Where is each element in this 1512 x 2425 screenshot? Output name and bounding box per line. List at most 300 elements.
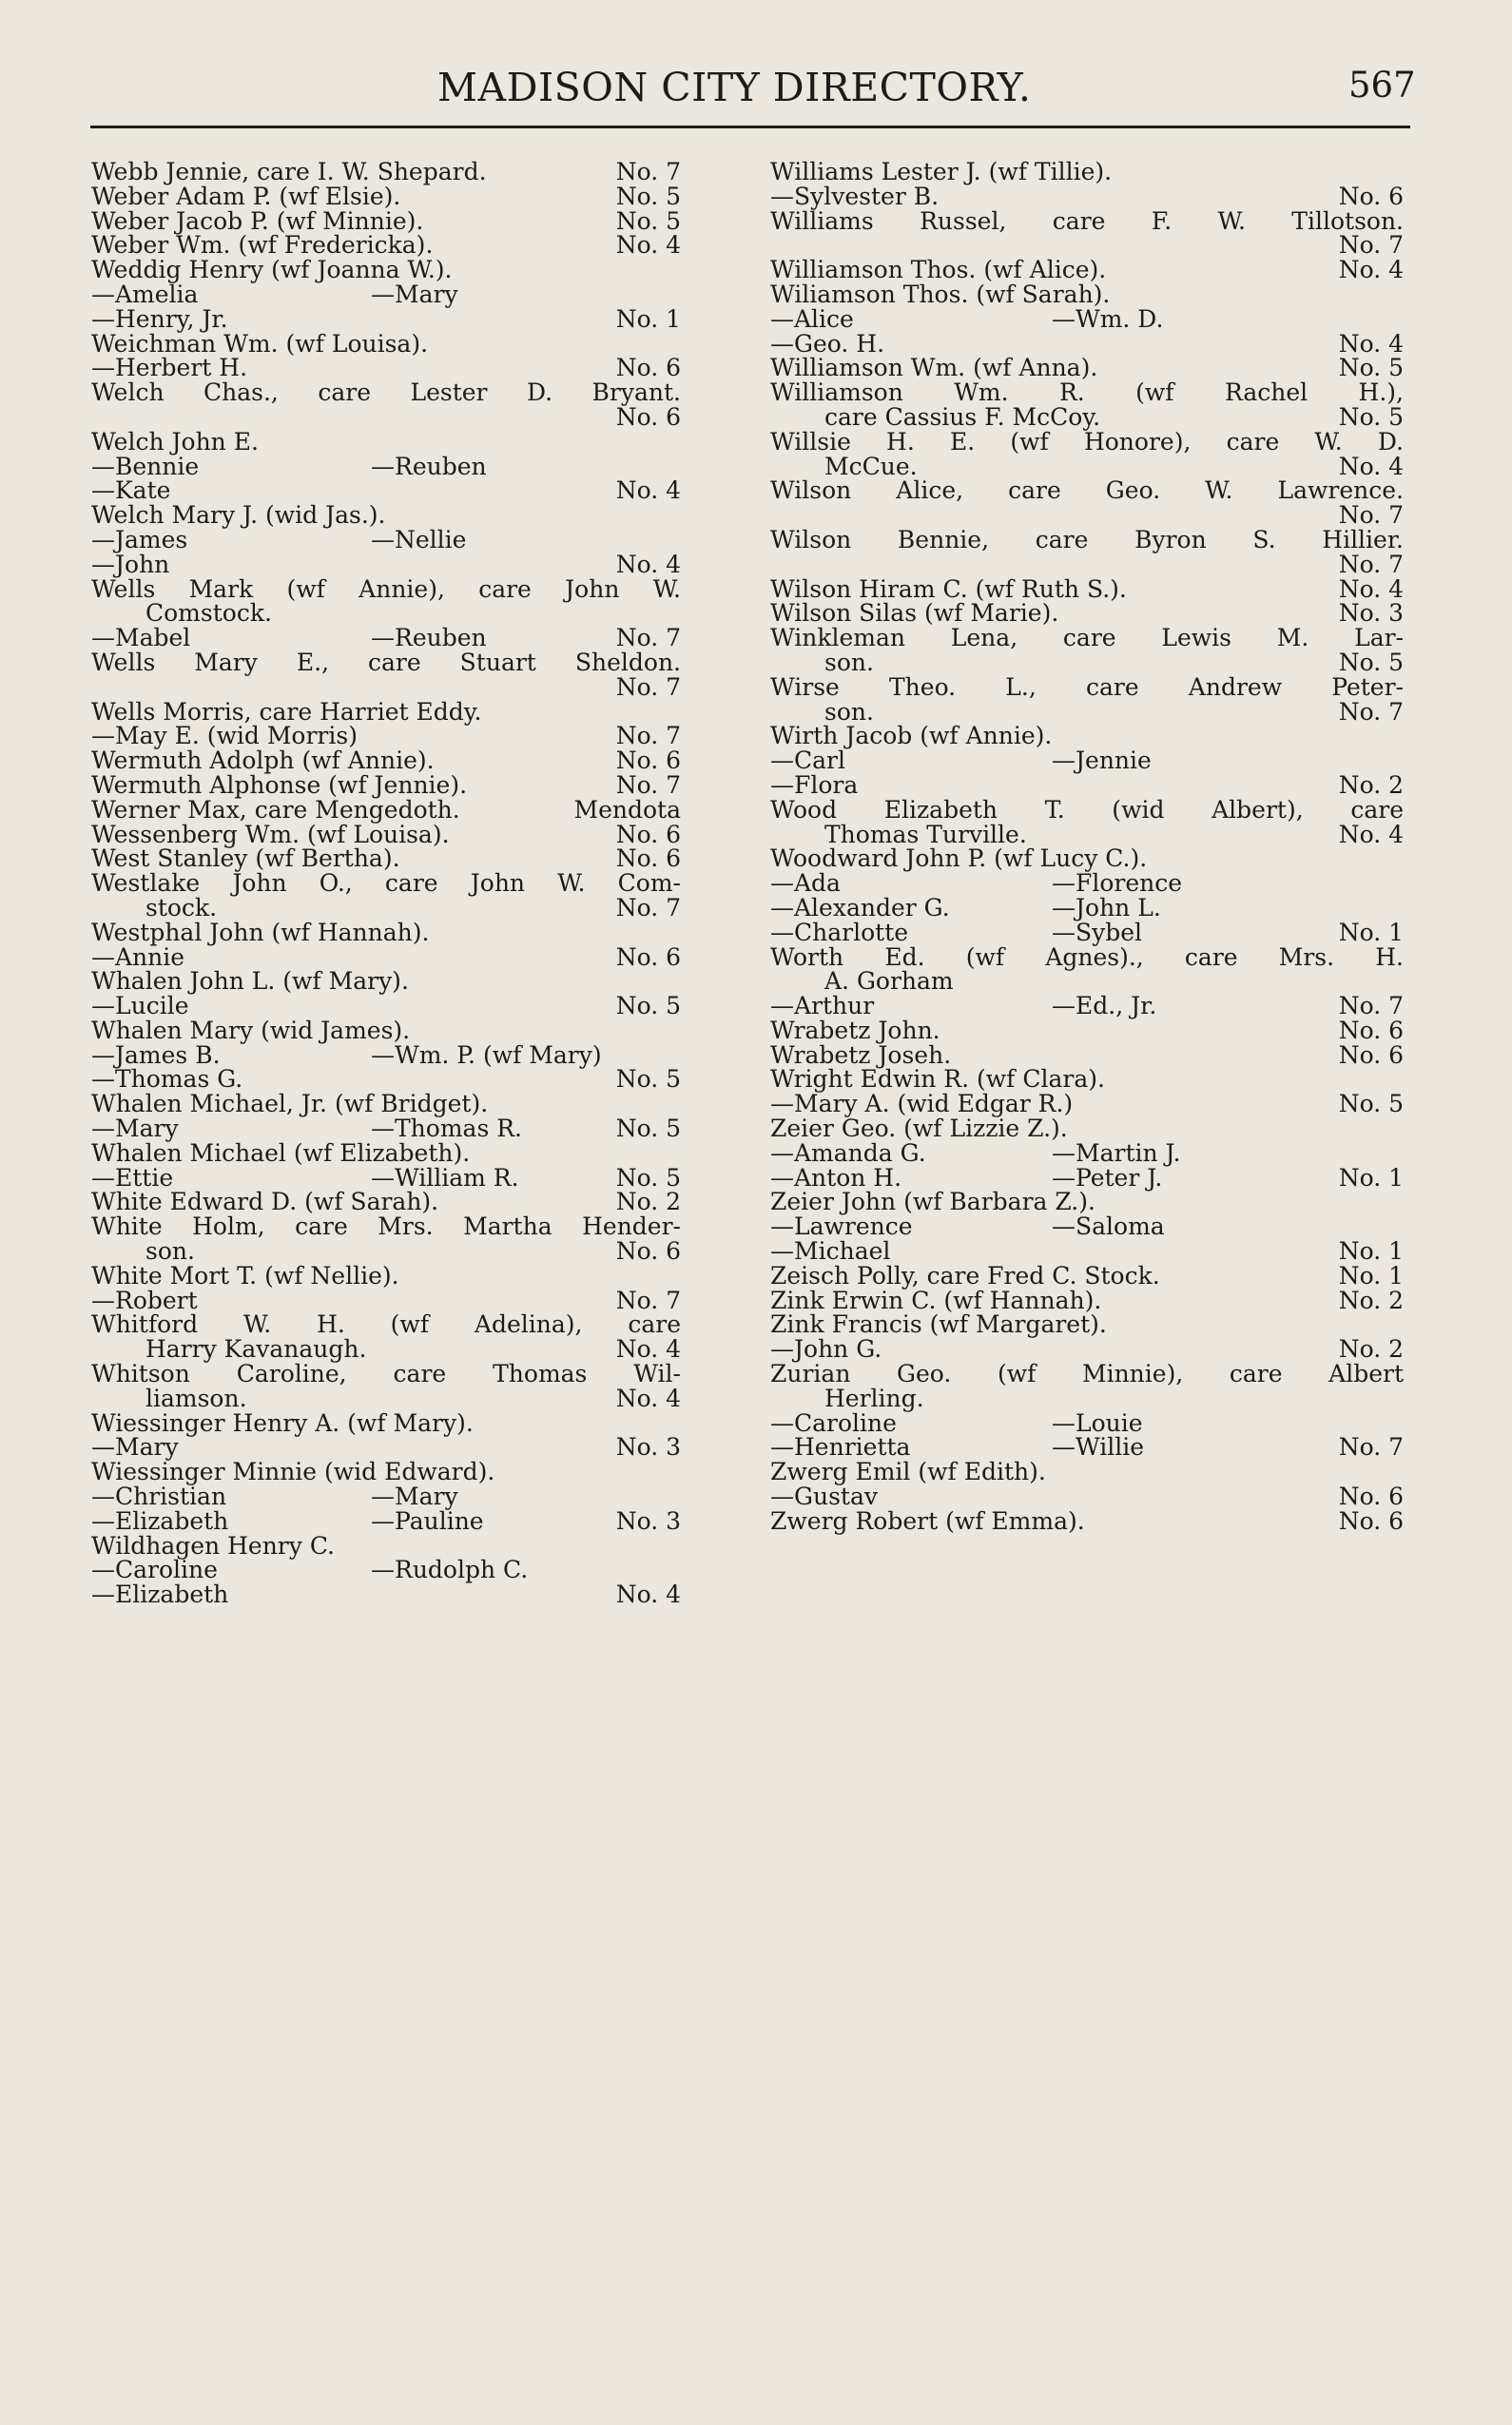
directory-line xyxy=(770,846,1404,871)
directory-line xyxy=(770,1163,1404,1192)
entry-text: Zurian Geo. (wf Minnie), care Albert xyxy=(770,1360,1404,1388)
entry-secondary-name: —William R. xyxy=(371,1163,519,1192)
entry-text: —Lawrence xyxy=(770,1212,913,1241)
entry-text: Westlake John O., care John W. Com- xyxy=(91,869,681,898)
entry-text: Zwerg Robert (wf Emma). xyxy=(770,1506,1085,1535)
entry-text: Thomas Turville. xyxy=(824,820,1027,848)
entry-text: White Mort T. (wf Nellie). xyxy=(91,1261,399,1290)
entry-text: Weber Adam P. (wf Elsie). xyxy=(91,182,401,210)
directory-line xyxy=(770,1190,1404,1214)
entry-text: Wrabetz Joseh. xyxy=(770,1040,952,1069)
directory-line xyxy=(770,1408,1404,1437)
directory-line xyxy=(91,1214,681,1239)
entry-text: A. Gorham xyxy=(824,967,954,996)
entry-secondary-name: —Saloma xyxy=(1052,1212,1165,1241)
entry-text: —Sylvester B. xyxy=(770,182,940,210)
entry-secondary-name: —Ed., Jr. xyxy=(1052,992,1157,1020)
entry-text: Williamson Wm. R. (wf Rachel H.), xyxy=(770,378,1404,407)
ward-number: No. 6 xyxy=(1338,182,1404,210)
ward-number: No. 6 xyxy=(1338,1506,1404,1535)
directory-line xyxy=(91,574,681,603)
entry-text: Wrabetz John. xyxy=(770,1016,940,1044)
entry-text: —Mary xyxy=(91,1115,179,1143)
entry-secondary-name: —Wm. D. xyxy=(1052,304,1164,333)
directory-line xyxy=(91,452,681,480)
directory-line xyxy=(770,452,1404,480)
entry-text: Wells Mary E., care Stuart Sheldon. xyxy=(91,648,681,676)
entry-text: —Mary A. (wid Edgar R.) xyxy=(770,1090,1074,1118)
directory-line xyxy=(91,1092,681,1116)
entry-text: —Alice xyxy=(770,304,854,333)
entry-text: —Gustav xyxy=(770,1483,878,1511)
directory-line xyxy=(91,1531,681,1560)
directory-line xyxy=(770,1460,1404,1484)
entry-text: Wirth Jacob (wf Annie). xyxy=(770,722,1053,750)
directory-line xyxy=(91,969,681,994)
directory-line xyxy=(770,893,1404,922)
directory-line xyxy=(770,1312,1404,1337)
directory-line xyxy=(91,1018,681,1043)
directory-line xyxy=(770,1138,1404,1167)
entry-secondary-name: —Thomas R. xyxy=(371,1115,522,1143)
ward-number: No. 6 xyxy=(1338,1040,1404,1069)
entry-text: —Anton H. xyxy=(770,1163,902,1192)
entry-text: —Herbert H. xyxy=(91,354,248,382)
entry-text: Zink Erwin C. (wf Hannah). xyxy=(770,1286,1102,1314)
ward-number: No. 4 xyxy=(1338,820,1404,848)
entry-text: stock. xyxy=(145,893,218,922)
entry-text: Whalen Mary (wid James). xyxy=(91,1016,411,1044)
entry-secondary-name: —Mary xyxy=(371,280,458,308)
directory-line xyxy=(770,184,1404,209)
entry-text: Whitford W. H. (wf Adelina), care xyxy=(91,1310,681,1339)
entry-text: —Amelia xyxy=(91,280,199,308)
entry-text: Wilson Silas (wf Marie). xyxy=(770,599,1059,628)
directory-line xyxy=(770,304,1404,333)
ward-number: No. 6 xyxy=(615,747,681,775)
entry-text: Wermuth Adolph (wf Annie). xyxy=(91,747,435,775)
entry-text: —James xyxy=(91,525,188,553)
directory-line xyxy=(770,503,1404,528)
entry-text: —Mabel xyxy=(91,624,191,652)
ward-number: No. 4 xyxy=(615,1581,681,1609)
entry-secondary-name: —Wm. P. (wf Mary) xyxy=(371,1040,602,1069)
directory-line xyxy=(91,1261,681,1290)
directory-line xyxy=(770,969,1404,994)
ward-number: No. 5 xyxy=(1338,1090,1404,1118)
directory-line xyxy=(770,820,1404,848)
directory-line xyxy=(770,478,1404,503)
entry-text: Zeier John (wf Barbara Z.). xyxy=(770,1188,1095,1216)
directory-line xyxy=(91,380,681,405)
entry-text: —Bennie xyxy=(91,452,200,480)
entry-text: —John G. xyxy=(770,1335,882,1364)
entry-text: Wood Elizabeth T. (wid Albert), care xyxy=(770,795,1404,824)
ward-number: No. 6 xyxy=(615,354,681,382)
entry-text: —Flora xyxy=(770,770,859,799)
ward-number: No. 5 xyxy=(615,992,681,1020)
ward-number: No. 2 xyxy=(1338,1286,1404,1314)
directory-line xyxy=(91,748,681,773)
entry-text: Whalen Michael, Jr. (wf Bridget). xyxy=(91,1090,489,1118)
ward-number: No. 2 xyxy=(1338,1335,1404,1364)
ward-number: No. 7 xyxy=(615,770,681,799)
directory-line xyxy=(770,380,1404,405)
directory-line xyxy=(91,1239,681,1264)
entry-text: —Henrietta xyxy=(770,1433,911,1462)
entry-text: Williamson Thos. (wf Alice). xyxy=(770,256,1107,284)
entry-text: care Cassius F. McCoy. xyxy=(824,402,1101,431)
ward-number: No. 7 xyxy=(615,158,681,185)
directory-line xyxy=(770,233,1404,258)
ward-number: No. 2 xyxy=(1338,770,1404,799)
ward-number: No. 5 xyxy=(615,1163,681,1192)
ward-number: No. 1 xyxy=(1338,1163,1404,1192)
directory-line xyxy=(91,820,681,848)
directory-line xyxy=(770,672,1404,701)
ward-number: No. 7 xyxy=(1338,992,1404,1020)
ward-number: No. 5 xyxy=(615,206,681,235)
entry-text: Welch Chas., care Lester D. Bryant. xyxy=(91,378,681,407)
directory-line xyxy=(91,942,681,971)
directory-line xyxy=(770,1214,1404,1239)
directory-line xyxy=(91,1286,681,1314)
directory-line xyxy=(770,1018,1404,1043)
directory-line xyxy=(91,1460,681,1484)
ward-number: No. 6 xyxy=(615,844,681,873)
entry-text: —Alexander G. xyxy=(770,893,950,922)
directory-line xyxy=(770,1239,1404,1264)
directory-line xyxy=(91,402,681,431)
entry-text: —Henry, Jr. xyxy=(91,304,228,333)
ward-number: No. 4 xyxy=(615,476,681,505)
directory-line xyxy=(770,1040,1404,1069)
directory-line xyxy=(91,1582,681,1607)
entry-text: Herling. xyxy=(824,1384,924,1412)
directory-line xyxy=(91,1408,681,1437)
directory-line xyxy=(91,206,681,235)
directory-line xyxy=(770,258,1404,282)
directory-line xyxy=(770,650,1404,675)
directory-line xyxy=(770,329,1404,358)
entry-text: White Edward D. (wf Sarah). xyxy=(91,1188,439,1216)
directory-line xyxy=(91,672,681,701)
ward-number: No. 5 xyxy=(615,1065,681,1094)
entry-text: Weichman Wm. (wf Louisa). xyxy=(91,329,429,358)
directory-line xyxy=(770,724,1404,748)
ward-number: No. 3 xyxy=(1338,599,1404,628)
ward-number: No. 4 xyxy=(615,231,681,260)
entry-text: Worth Ed. (wf Agnes)., care Mrs. H. xyxy=(770,942,1404,971)
directory-line xyxy=(91,1190,681,1214)
ward-number: No. 7 xyxy=(615,893,681,922)
entry-text: —Thomas G. xyxy=(91,1065,243,1094)
entry-text: Weber Jacob P. (wf Minnie). xyxy=(91,206,424,235)
directory-line xyxy=(91,1362,681,1387)
entry-secondary-name: —Mary xyxy=(371,1483,458,1511)
entry-text: —Caroline xyxy=(91,1556,218,1584)
directory-line xyxy=(91,329,681,358)
entry-text: Wiessinger Minnie (wid Edward). xyxy=(91,1458,495,1486)
ward-number: No. 5 xyxy=(615,182,681,210)
directory-line xyxy=(91,427,681,456)
directory-line xyxy=(91,601,681,626)
right-column xyxy=(770,160,1404,1534)
entry-text: Wessenberg Wm. (wf Louisa). xyxy=(91,820,450,848)
directory-line xyxy=(91,233,681,258)
ward-number: No. 7 xyxy=(1338,550,1404,578)
ward-number: No. 5 xyxy=(1338,354,1404,382)
entry-text: Zink Francis (wf Margaret). xyxy=(770,1310,1107,1339)
entry-secondary-name: —Jennie xyxy=(1052,747,1152,775)
entry-text: Welch Mary J. (wid Jas.). xyxy=(91,501,386,530)
directory-line xyxy=(770,402,1404,431)
directory-line xyxy=(91,1384,681,1412)
entry-text: Wells Morris, care Harriet Eddy. xyxy=(91,697,482,726)
entry-text: Whitson Caroline, care Thomas Wil- xyxy=(91,1360,681,1388)
entry-text: —John xyxy=(91,550,170,578)
directory-line xyxy=(91,697,681,726)
entry-text: Webb Jennie, care I. W. Shepard. xyxy=(91,158,487,185)
entry-text: Harry Kavanaugh. xyxy=(145,1335,367,1364)
directory-line xyxy=(91,1506,681,1535)
directory-line xyxy=(770,748,1404,773)
directory-line xyxy=(91,503,681,528)
page-title: MADISON CITY DIRECTORY. xyxy=(437,65,1032,110)
entry-text: Whalen Michael (wf Elizabeth). xyxy=(91,1138,471,1167)
directory-line xyxy=(91,282,681,307)
directory-line xyxy=(91,184,681,209)
directory-line xyxy=(770,160,1404,184)
directory-line xyxy=(770,697,1404,726)
directory-line xyxy=(770,356,1404,380)
ward-number: No. 6 xyxy=(1338,1016,1404,1044)
directory-line xyxy=(91,795,681,824)
directory-line xyxy=(91,918,681,946)
directory-line xyxy=(770,1435,1404,1460)
ward-number: No. 5 xyxy=(1338,402,1404,431)
directory-line xyxy=(770,626,1404,650)
ward-number: No. 4 xyxy=(615,550,681,578)
ward-number: Mendota xyxy=(573,795,681,824)
entry-text: son. xyxy=(145,1237,195,1266)
entry-secondary-name: —Pauline xyxy=(371,1506,484,1535)
entry-text: Wilson Hiram C. (wf Ruth S.). xyxy=(770,574,1127,603)
directory-line xyxy=(91,846,681,871)
ward-number: No. 1 xyxy=(1338,918,1404,946)
directory-line xyxy=(91,1040,681,1069)
entry-text: Wildhagen Henry C. xyxy=(91,1531,336,1560)
ward-number: No. 4 xyxy=(1338,452,1404,480)
directory-line xyxy=(770,1362,1404,1387)
entry-secondary-name: —Florence xyxy=(1052,869,1183,898)
directory-line xyxy=(770,918,1404,946)
directory-line xyxy=(91,258,681,282)
entry-text: liamson. xyxy=(145,1384,247,1412)
entry-text: Wirse Theo. L., care Andrew Peter- xyxy=(770,672,1404,701)
directory-line xyxy=(770,1286,1404,1314)
directory-line xyxy=(770,994,1404,1018)
entry-text: Zeisch Polly, care Fred C. Stock. xyxy=(770,1261,1160,1290)
entry-text: Williams Russel, care F. W. Tillotson. xyxy=(770,206,1404,235)
entry-text: —Ettie xyxy=(91,1163,174,1192)
entry-text: Williams Lester J. (wf Tillie). xyxy=(770,158,1113,185)
entry-text: Zeier Geo. (wf Lizzie Z.). xyxy=(770,1115,1068,1143)
entry-text: Willsie H. E. (wf Honore), care W. D. xyxy=(770,427,1404,456)
entry-secondary-name: —Rudolph C. xyxy=(371,1556,529,1584)
entry-text: —Charlotte xyxy=(770,918,909,946)
entry-text: —Elizabeth xyxy=(91,1581,229,1609)
entry-text: Whalen John L. (wf Mary). xyxy=(91,967,409,996)
entry-text: son. xyxy=(824,648,874,676)
ward-number: No. 6 xyxy=(1338,1483,1404,1511)
directory-line xyxy=(770,601,1404,626)
ward-number: No. 7 xyxy=(1338,697,1404,726)
directory-line xyxy=(91,1138,681,1167)
entry-text: Weber Wm. (wf Fredericka). xyxy=(91,231,434,260)
entry-text: Zwerg Emil (wf Edith). xyxy=(770,1458,1046,1486)
entry-text: Wilson Bennie, care Byron S. Hillier. xyxy=(770,525,1404,553)
entry-text: —Mary xyxy=(91,1433,179,1462)
entry-secondary-name: —Martin J. xyxy=(1052,1138,1181,1167)
ward-number: No. 1 xyxy=(615,304,681,333)
directory-line xyxy=(770,1506,1404,1535)
directory-line xyxy=(91,1558,681,1582)
ward-number: No. 6 xyxy=(615,942,681,971)
ward-number: No. 7 xyxy=(1338,231,1404,260)
directory-line xyxy=(770,1484,1404,1509)
entry-secondary-name: —John L. xyxy=(1052,893,1161,922)
entry-text: Wells Mark (wf Annie), care John W. xyxy=(91,574,681,603)
entry-secondary-name: —Peter J. xyxy=(1052,1163,1163,1192)
ward-number: No. 6 xyxy=(615,820,681,848)
directory-line xyxy=(770,282,1404,307)
ward-number: No. 7 xyxy=(1338,1433,1404,1462)
directory-line xyxy=(91,1067,681,1092)
entry-text: —Geo. H. xyxy=(770,329,885,358)
entry-secondary-name: —Nellie xyxy=(371,525,467,553)
directory-line xyxy=(91,304,681,333)
directory-line xyxy=(91,1163,681,1192)
entry-text: Winkleman Lena, care Lewis M. Lar- xyxy=(770,624,1404,652)
entry-text: —Caroline xyxy=(770,1408,897,1437)
ward-number: No. 3 xyxy=(615,1433,681,1462)
page-number: 567 xyxy=(1348,65,1416,106)
ward-number: No. 2 xyxy=(615,1188,681,1216)
directory-line xyxy=(770,206,1404,235)
entry-text: —Ada xyxy=(770,869,841,898)
ward-number: No. 7 xyxy=(615,624,681,652)
directory-line xyxy=(91,1435,681,1460)
entry-text: Williamson Wm. (wf Anna). xyxy=(770,354,1098,382)
entry-text: —Kate xyxy=(91,476,171,505)
ward-number: No. 7 xyxy=(1338,501,1404,530)
ward-number: No. 1 xyxy=(1338,1261,1404,1290)
ward-number: No. 4 xyxy=(1338,574,1404,603)
directory-line xyxy=(770,525,1404,553)
directory-line xyxy=(770,427,1404,456)
entry-text: —Christian xyxy=(91,1483,227,1511)
directory-line xyxy=(91,356,681,380)
entry-text: Westphal John (wf Hannah). xyxy=(91,918,430,946)
entry-text: —Michael xyxy=(770,1237,891,1266)
directory-line xyxy=(770,1116,1404,1141)
ward-number: No. 7 xyxy=(615,672,681,701)
entry-text: Welch John E. xyxy=(91,427,259,456)
directory-line xyxy=(770,574,1404,603)
directory-line xyxy=(91,1337,681,1362)
directory-line xyxy=(91,478,681,503)
ward-number: No. 4 xyxy=(615,1335,681,1364)
entry-text: —Annie xyxy=(91,942,185,971)
ward-number: No. 6 xyxy=(615,1237,681,1266)
directory-line xyxy=(91,994,681,1018)
ward-number: No. 6 xyxy=(615,402,681,431)
left-column xyxy=(91,160,681,1607)
entry-text: —Carl xyxy=(770,747,845,775)
directory-line xyxy=(91,770,681,799)
entry-text: Woodward John P. (wf Lucy C.). xyxy=(770,844,1148,873)
entry-text: —James B. xyxy=(91,1040,221,1069)
ward-number: No. 3 xyxy=(615,1506,681,1535)
entry-text: —May E. (wid Morris) xyxy=(91,722,358,750)
directory-line xyxy=(91,525,681,553)
entry-text: Wermuth Alphonse (wf Jennie). xyxy=(91,770,468,799)
directory-line xyxy=(91,1312,681,1337)
ward-number: No. 7 xyxy=(615,722,681,750)
directory-line xyxy=(770,871,1404,896)
entry-secondary-name: —Willie xyxy=(1052,1433,1145,1462)
directory-line xyxy=(770,770,1404,799)
entry-text: —Elizabeth xyxy=(91,1506,229,1535)
directory-line xyxy=(770,1067,1404,1092)
ward-number: No. 4 xyxy=(615,1384,681,1412)
ward-number: No. 4 xyxy=(1338,256,1404,284)
directory-line xyxy=(91,1484,681,1509)
directory-line xyxy=(770,550,1404,578)
entry-secondary-name: —Reuben xyxy=(371,452,487,480)
directory-line xyxy=(770,1092,1404,1116)
entry-text: —Amanda G. xyxy=(770,1138,926,1167)
directory-line xyxy=(770,942,1404,971)
entry-text: West Stanley (wf Bertha). xyxy=(91,844,400,873)
directory-line xyxy=(770,1337,1404,1362)
entry-text: Werner Max, care Mengedoth. xyxy=(91,795,460,824)
entry-text: McCue. xyxy=(824,452,918,480)
directory-line xyxy=(91,650,681,675)
ward-number: No. 5 xyxy=(615,1115,681,1143)
entry-text: Wilson Alice, care Geo. W. Lawrence. xyxy=(770,476,1404,505)
entry-text: —Arthur xyxy=(770,992,875,1020)
entry-text: White Holm, care Mrs. Martha Hender- xyxy=(91,1212,681,1241)
directory-line xyxy=(91,160,681,184)
directory-line xyxy=(91,626,681,650)
directory-line xyxy=(91,550,681,578)
header-rule xyxy=(90,126,1410,128)
entry-text: Weddig Henry (wf Joanna W.). xyxy=(91,256,453,284)
entry-text: Wright Edwin R. (wf Clara). xyxy=(770,1065,1105,1094)
ward-number: No. 1 xyxy=(1338,1237,1404,1266)
entry-text: —Lucile xyxy=(91,992,189,1020)
directory-line xyxy=(770,1261,1404,1290)
directory-line xyxy=(91,724,681,748)
directory-line xyxy=(770,795,1404,824)
ward-number: No. 5 xyxy=(1338,648,1404,676)
entry-text: Wiessinger Henry A. (wf Mary). xyxy=(91,1408,474,1437)
entry-text: Wiliamson Thos. (wf Sarah). xyxy=(770,280,1111,308)
entry-text: son. xyxy=(824,697,874,726)
directory-line xyxy=(91,1116,681,1141)
